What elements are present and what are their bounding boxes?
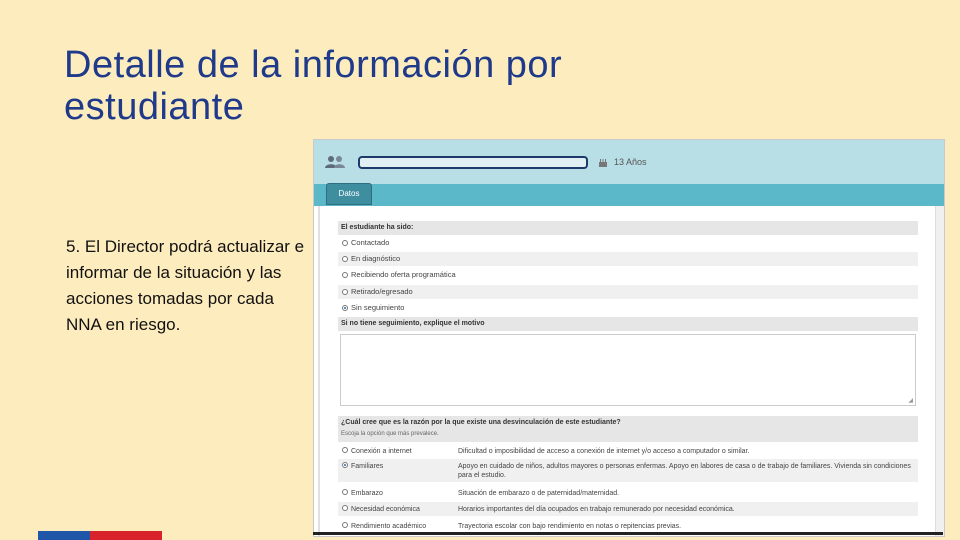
radio-button[interactable] [342,256,348,262]
option-label: En diagnóstico [351,254,401,263]
tab-datos[interactable]: Datos [326,183,372,205]
reason-hint: Escoja la opción que más prevalece. [341,431,439,437]
status-option[interactable] [338,252,918,266]
reason-question: ¿Cuál cree que es la razón por la que existe una desvinculación de este estudiante? [341,419,621,426]
reason-row[interactable] [338,502,918,516]
reason-description: Horarios importantes del día ocupados en trabajo remunerado por necesidad económica. [458,506,735,513]
divider [318,206,320,536]
radio-button[interactable] [342,272,348,278]
option-label: Retirado/egresado [351,287,413,296]
radio-button[interactable] [342,447,348,453]
radio-button[interactable] [342,522,348,528]
tab-bar [314,184,944,206]
option-label: Recibiendo oferta programática [351,270,456,279]
followup-question: Si no tiene seguimiento, explique el motivo [338,317,918,331]
reason-description: Dificultad o imposibilidad de acceso a conexión de internet y/o acceso a computador o similar. [458,448,750,455]
reason-label: Rendimiento académico [351,523,427,530]
age-label: 13 Años [614,157,647,167]
status-option[interactable] [338,268,918,282]
reason-row[interactable] [338,444,918,458]
student-name-field [358,156,588,169]
followup-textarea[interactable] [340,334,916,406]
reason-label: Familiares [351,463,384,470]
divider [313,532,943,535]
reason-label: Necesidad económica [351,506,420,513]
flag-blue-stripe [38,531,90,540]
slide-description: 5. El Director podrá actualizar e informar de la situación y las acciones tomadas por cada NNA en riesgo. [66,237,305,334]
reason-row[interactable] [338,486,918,500]
users-icon [324,155,346,169]
slide-title: Detalle de la información por estudiante [64,44,563,128]
reason-description: Situación de embarazo o de paternidad/maternidad. [458,490,620,497]
reason-row[interactable] [338,459,918,482]
radio-button[interactable] [342,289,348,295]
cake-icon [598,158,608,167]
status-option[interactable] [338,236,918,250]
radio-button-selected[interactable] [342,305,348,311]
resize-handle-icon[interactable]: ◢ [908,398,913,404]
radio-button[interactable] [342,240,348,246]
reason-description: Trayectoria escolar con bajo rendimiento en notas o repitencias previas. [458,523,682,530]
radio-button[interactable] [342,505,348,511]
option-label: Sin seguimiento [351,303,405,312]
reason-row[interactable] [338,519,918,533]
radio-button[interactable] [342,489,348,495]
app-screenshot [313,139,945,537]
government-flag-bar [38,531,162,540]
status-option[interactable] [338,285,918,299]
option-label: Contactado [351,238,390,247]
student-header [314,140,944,184]
reason-question-block [338,416,918,442]
scrollbar[interactable] [935,206,944,536]
radio-button-selected[interactable] [342,462,348,468]
flag-red-stripe [90,531,162,540]
student-age [598,157,647,167]
reason-description: Apoyo en cuidado de niños, adultos mayores o personas enfermas. Apoyo en labores de casa o de trabajo de familiares. Vivienda sin condiciones para el estudio. [458,463,911,479]
reason-label: Conexión a internet [351,448,412,455]
status-option[interactable] [338,301,918,315]
status-question: El estudiante ha sido: [338,221,918,235]
reason-label: Embarazo [351,490,383,497]
form-content [314,206,944,536]
